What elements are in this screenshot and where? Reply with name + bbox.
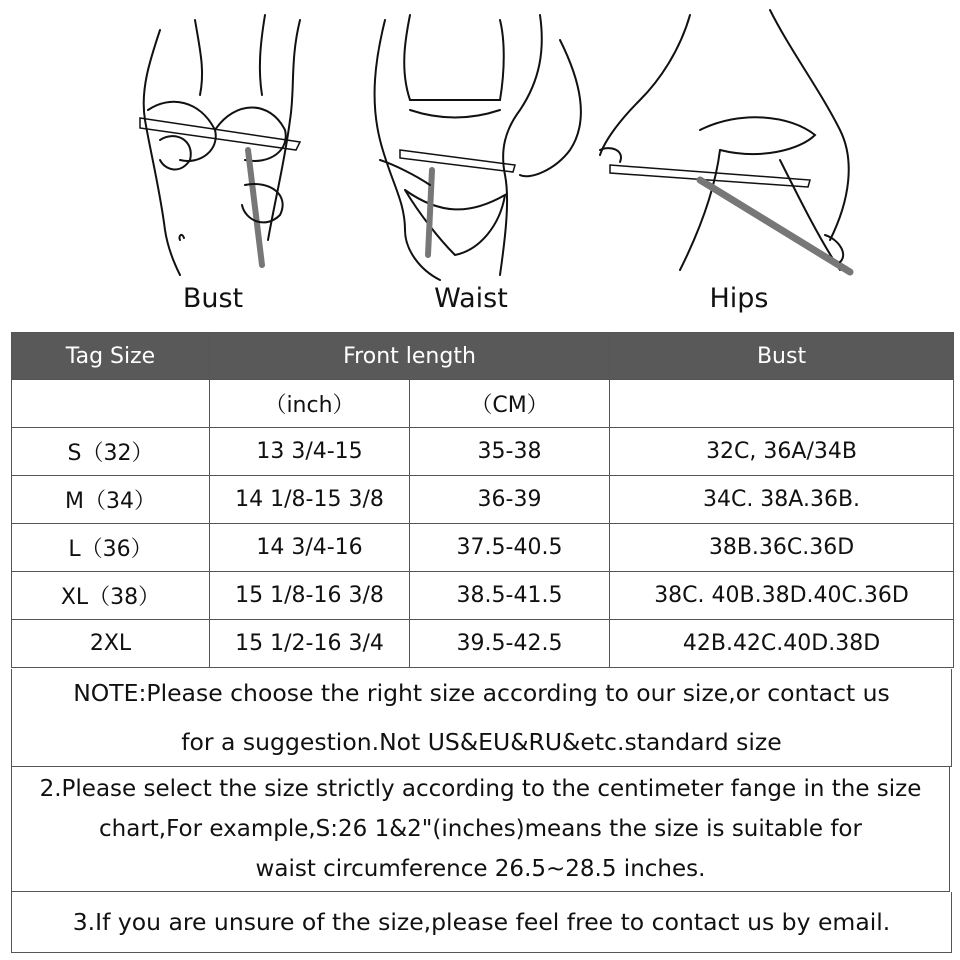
cell-size: 2XL — [12, 620, 210, 668]
bust-figure-icon — [140, 15, 300, 275]
hips-figure-icon — [600, 10, 850, 272]
note-2-line-3: waist circumference 26.5~28.5 inches. — [255, 856, 706, 882]
cell-size: M（34） — [12, 476, 210, 524]
body-outlines-icon — [0, 0, 960, 290]
bust-caption: Bust — [182, 283, 244, 314]
table-subheader-row — [12, 380, 954, 428]
cell-size: L（36） — [12, 524, 210, 572]
cell-bust: 38B.36C.36D — [610, 524, 954, 572]
cell-bust: 38C. 40B.38D.40C.36D — [610, 572, 954, 620]
note-2 — [11, 766, 950, 892]
cell-size: S（32） — [12, 428, 210, 476]
header-bust: Bust — [610, 333, 954, 380]
cell-inch: 15 1/2-16 3/4 — [210, 620, 410, 668]
cell-cm: 39.5-42.5 — [410, 620, 610, 668]
table-header-row — [12, 333, 954, 380]
cell-cm: 36-39 — [410, 476, 610, 524]
cell-bust: 34C. 38A.36B. — [610, 476, 954, 524]
cell-cm: 37.5-40.5 — [410, 524, 610, 572]
note-3 — [11, 892, 952, 953]
header-front-length: Front length — [210, 333, 610, 380]
subheader-cm: （CM） — [410, 380, 610, 428]
cell-inch: 14 3/4-16 — [210, 524, 410, 572]
size-chart-table — [11, 332, 954, 668]
waist-caption: Waist — [434, 283, 508, 314]
table-row — [12, 572, 954, 620]
note-2-line-1: 2.Please select the size strictly according to the centimeter fange in the size — [39, 776, 922, 802]
table-row — [12, 620, 954, 668]
cell-bust: 42B.42C.40D.38D — [610, 620, 954, 668]
cell-bust: 32C, 36A/34B — [610, 428, 954, 476]
table-row — [12, 524, 954, 572]
waist-figure-icon — [375, 15, 581, 280]
note-1-line-1: NOTE:Please choose the right size according to our size,or contact us — [73, 679, 890, 707]
cell-inch: 15 1/8-16 3/8 — [210, 572, 410, 620]
cell-cm: 35-38 — [410, 428, 610, 476]
cell-size: XL（38） — [12, 572, 210, 620]
subheader-inch: （inch） — [210, 380, 410, 428]
cell-cm: 38.5-41.5 — [410, 572, 610, 620]
hips-caption: Hips — [709, 283, 769, 314]
note-1-line-2: for a suggestion.Not US&EU&RU&etc.standard size — [181, 728, 782, 756]
table-row — [12, 476, 954, 524]
note-3-line: 3.If you are unsure of the size,please feel free to contact us by email. — [72, 908, 891, 936]
subheader-cell — [610, 380, 954, 428]
note-2-line-2: chart,For example,S:26 1&2"(inches)means the size is suitable for — [99, 816, 862, 842]
cell-inch: 13 3/4-15 — [210, 428, 410, 476]
header-tag-size: Tag Size — [12, 333, 210, 380]
note-1 — [11, 669, 952, 767]
subheader-cell — [12, 380, 210, 428]
cell-inch: 14 1/8-15 3/8 — [210, 476, 410, 524]
table-row — [12, 428, 954, 476]
measurement-illustrations — [0, 0, 960, 332]
